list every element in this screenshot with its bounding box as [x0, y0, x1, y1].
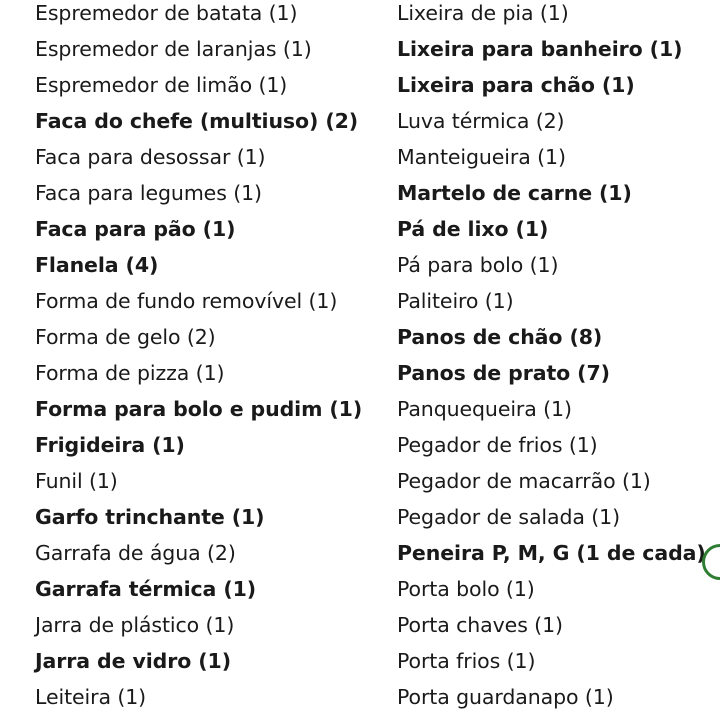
list-item: Faca para legumes (1): [35, 181, 262, 205]
list-item: Pá de lixo (1): [397, 217, 549, 241]
list-item: Manteigueira (1): [397, 145, 566, 169]
list-item: Jarra de vidro (1): [35, 649, 231, 673]
list-item: Forma de pizza (1): [35, 361, 225, 385]
list-item: Faca para pão (1): [35, 217, 236, 241]
list-item: Panos de prato (7): [397, 361, 610, 385]
list-item: Paliteiro (1): [397, 289, 514, 313]
list-item: Garfo trinchante (1): [35, 505, 265, 529]
list-item: Faca do chefe (multiuso) (2): [35, 109, 359, 133]
list-item: Flanela (4): [35, 253, 159, 277]
right-item-list: [397, 0, 706, 720]
list-item: Pegador de macarrão (1): [397, 469, 651, 493]
list-item: Luva térmica (2): [397, 109, 565, 133]
list-item: Forma para bolo e pudim (1): [35, 397, 363, 421]
list-item: Lixeira de pia (1): [397, 1, 569, 25]
list-item: Forma de gelo (2): [35, 325, 216, 349]
list-item: Jarra de plástico (1): [35, 613, 235, 637]
list-item: Garrafa térmica (1): [35, 577, 257, 601]
list-item: Funil (1): [35, 469, 118, 493]
list-item: Lixeira para banheiro (1): [397, 37, 683, 61]
list-item: Espremedor de limão (1): [35, 73, 288, 97]
list-item: Panos de chão (8): [397, 325, 603, 349]
list-item: Forma de fundo removível (1): [35, 289, 338, 313]
list-item: Peneira P, M, G (1 de cada): [397, 541, 706, 565]
list-item: Porta frios (1): [397, 649, 536, 673]
list-item: Porta bolo (1): [397, 577, 535, 601]
list-item: Faca para desossar (1): [35, 145, 266, 169]
list-item: Panquequeira (1): [397, 397, 572, 421]
list-item: Frigideira (1): [35, 433, 185, 457]
list-item: Garrafa de água (2): [35, 541, 236, 565]
left-item-list: [35, 0, 362, 720]
list-item: Lixeira para chão (1): [397, 73, 635, 97]
list-item: Espremedor de laranjas (1): [35, 37, 312, 61]
list-item: Pá para bolo (1): [397, 253, 559, 277]
list-item: Leiteira (1): [35, 685, 147, 709]
list-item: Porta guardanapo (1): [397, 685, 614, 709]
list-item: Pegador de salada (1): [397, 505, 620, 529]
list-item: Martelo de carne (1): [397, 181, 632, 205]
list-item: Espremedor de batata (1): [35, 1, 298, 25]
list-item: Pegador de frios (1): [397, 433, 598, 457]
list-item: Porta chaves (1): [397, 613, 563, 637]
